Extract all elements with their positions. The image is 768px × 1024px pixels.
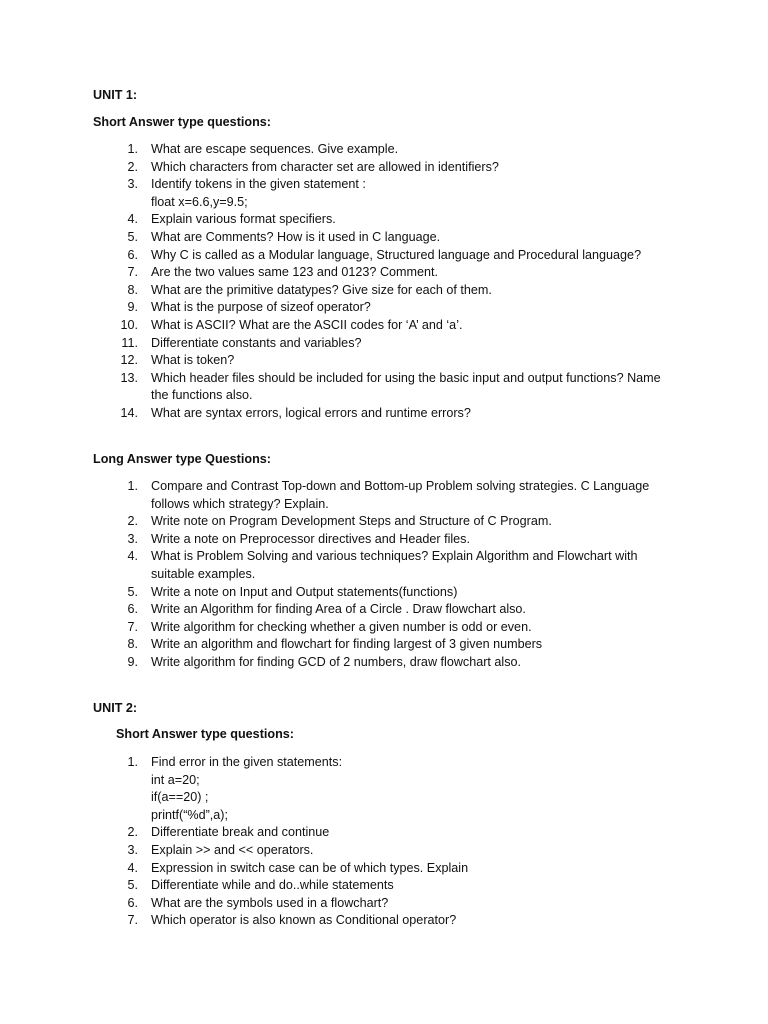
question-text: if(a==20) ; bbox=[151, 790, 209, 805]
question-number: 6. bbox=[127, 895, 138, 910]
question-number: 9. bbox=[127, 654, 138, 669]
question-text: What are the primitive datatypes? Give size for each of them. bbox=[151, 282, 492, 297]
question-number: 7. bbox=[127, 619, 138, 634]
unit1-short-questions bbox=[106, 141, 661, 423]
question-text: What is the purpose of sizeof operator? bbox=[151, 300, 371, 315]
question-text: Which header files should be included for using the basic input and output functions? Name bbox=[151, 370, 661, 385]
question-text: What is Problem Solving and various techniques? Explain Algorithm and Flowchart with bbox=[151, 549, 638, 564]
question-text: Expression in switch case can be of which types. Explain bbox=[151, 860, 469, 875]
question-item bbox=[106, 513, 649, 531]
question-text: follows which strategy? Explain. bbox=[151, 496, 329, 511]
question-text: Differentiate break and continue bbox=[151, 825, 330, 840]
question-text: What is ASCII? What are the ASCII codes for ‘A’ and ‘a’. bbox=[151, 317, 463, 332]
question-number: 5. bbox=[127, 584, 138, 599]
question-number: 4. bbox=[127, 549, 138, 564]
question-number: 12. bbox=[120, 353, 138, 368]
question-number: 2. bbox=[127, 825, 138, 840]
question-number: 2. bbox=[127, 514, 138, 529]
question-text: Write an algorithm and flowchart for finding largest of 3 given numbers bbox=[151, 637, 543, 652]
question-number: 4. bbox=[127, 212, 138, 227]
question-text: Explain various format specifiers. bbox=[151, 212, 336, 227]
question-text: Find error in the given statements: bbox=[151, 755, 343, 769]
question-text: Write an Algorithm for finding Area of a Circle . Draw flowchart also. bbox=[151, 602, 526, 617]
question-item bbox=[106, 282, 661, 300]
question-text: the functions also. bbox=[151, 388, 253, 403]
question-item bbox=[106, 895, 468, 913]
question-item bbox=[106, 636, 649, 654]
question-number: 13. bbox=[120, 370, 138, 385]
question-number: 14. bbox=[120, 405, 138, 420]
question-item bbox=[106, 405, 661, 423]
question-item bbox=[106, 176, 661, 211]
unit1-long-heading: Long Answer type Questions: bbox=[93, 452, 271, 466]
question-text: What are syntax errors, logical errors and runtime errors? bbox=[151, 405, 471, 420]
question-item bbox=[106, 478, 649, 513]
unit1-short-heading: Short Answer type questions: bbox=[93, 115, 271, 129]
question-text: suitable examples. bbox=[151, 566, 256, 581]
question-text: What are Comments? How is it used in C language. bbox=[151, 229, 441, 244]
question-item bbox=[106, 247, 661, 265]
question-item bbox=[106, 335, 661, 353]
question-text: Write a note on Preprocessor directives and Header files. bbox=[151, 531, 470, 546]
question-item bbox=[106, 531, 649, 549]
question-number: 8. bbox=[127, 282, 138, 297]
question-number: 1. bbox=[127, 755, 138, 769]
question-text: Explain >> and << operators. bbox=[151, 842, 314, 857]
question-text: Write a note on Input and Output statements(functions) bbox=[151, 584, 458, 599]
question-number: 2. bbox=[127, 159, 138, 174]
question-text: float x=6.6,y=9.5; bbox=[151, 194, 248, 209]
question-number: 1. bbox=[127, 142, 138, 156]
question-text: Identify tokens in the given statement : bbox=[151, 177, 366, 192]
question-item bbox=[106, 601, 649, 619]
question-item bbox=[106, 264, 661, 282]
question-text: int a=20; bbox=[151, 772, 200, 787]
question-item bbox=[106, 548, 649, 583]
question-number: 5. bbox=[127, 878, 138, 893]
unit1-long-questions bbox=[106, 478, 649, 672]
question-item bbox=[106, 159, 661, 177]
question-text: Differentiate while and do..while statements bbox=[151, 878, 394, 893]
question-number: 6. bbox=[127, 247, 138, 262]
question-number: 4. bbox=[127, 860, 138, 875]
unit1-title: UNIT 1: bbox=[93, 88, 138, 102]
question-text: Which operator is also known as Conditional operator? bbox=[151, 913, 457, 928]
question-number: 6. bbox=[127, 602, 138, 617]
unit2-title: UNIT 2: bbox=[93, 701, 138, 715]
question-text: Write algorithm for checking whether a given number is odd or even. bbox=[151, 619, 532, 634]
question-item bbox=[106, 584, 649, 602]
question-number: 5. bbox=[127, 229, 138, 244]
question-text: Write note on Program Development Steps and Structure of C Program. bbox=[151, 514, 552, 529]
question-number: 1. bbox=[127, 479, 138, 493]
question-text: Compare and Contrast Top-down and Bottom-up Problem solving strategies. C Language bbox=[151, 479, 650, 493]
question-text: What are escape sequences. Give example. bbox=[151, 142, 399, 156]
question-text: Differentiate constants and variables? bbox=[151, 335, 362, 350]
unit2-short-questions bbox=[106, 754, 468, 930]
question-item bbox=[106, 877, 468, 895]
question-item bbox=[106, 229, 661, 247]
question-item bbox=[106, 317, 661, 335]
question-number: 3. bbox=[127, 842, 138, 857]
question-text: printf(“%d”,a); bbox=[151, 807, 228, 822]
question-text: What is token? bbox=[151, 353, 235, 368]
question-item bbox=[106, 211, 661, 229]
question-text: What are the symbols used in a flowchart? bbox=[151, 895, 389, 910]
question-text: Why C is called as a Modular language, Structured language and Procedural language? bbox=[151, 247, 642, 262]
question-item bbox=[106, 370, 661, 405]
question-number: 9. bbox=[127, 300, 138, 315]
question-item bbox=[106, 860, 468, 878]
question-number: 3. bbox=[127, 531, 138, 546]
question-number: 3. bbox=[127, 177, 138, 192]
question-item bbox=[106, 299, 661, 317]
question-item bbox=[106, 141, 661, 159]
question-item bbox=[106, 352, 661, 370]
question-item bbox=[106, 654, 649, 672]
question-item bbox=[106, 912, 468, 930]
question-text: Are the two values same 123 and 0123? Comment. bbox=[151, 265, 439, 280]
question-number: 11. bbox=[121, 335, 138, 350]
question-item bbox=[106, 842, 468, 860]
question-number: 8. bbox=[127, 637, 138, 652]
question-item bbox=[106, 619, 649, 637]
question-number: 7. bbox=[127, 913, 138, 928]
question-text: Which characters from character set are allowed in identifiers? bbox=[151, 159, 499, 174]
question-number: 7. bbox=[127, 265, 138, 280]
question-text: Write algorithm for finding GCD of 2 numbers, draw flowchart also. bbox=[151, 654, 522, 669]
question-item bbox=[106, 754, 468, 824]
question-item bbox=[106, 824, 468, 842]
question-number: 10. bbox=[120, 317, 138, 332]
unit2-short-heading: Short Answer type questions: bbox=[116, 727, 294, 741]
